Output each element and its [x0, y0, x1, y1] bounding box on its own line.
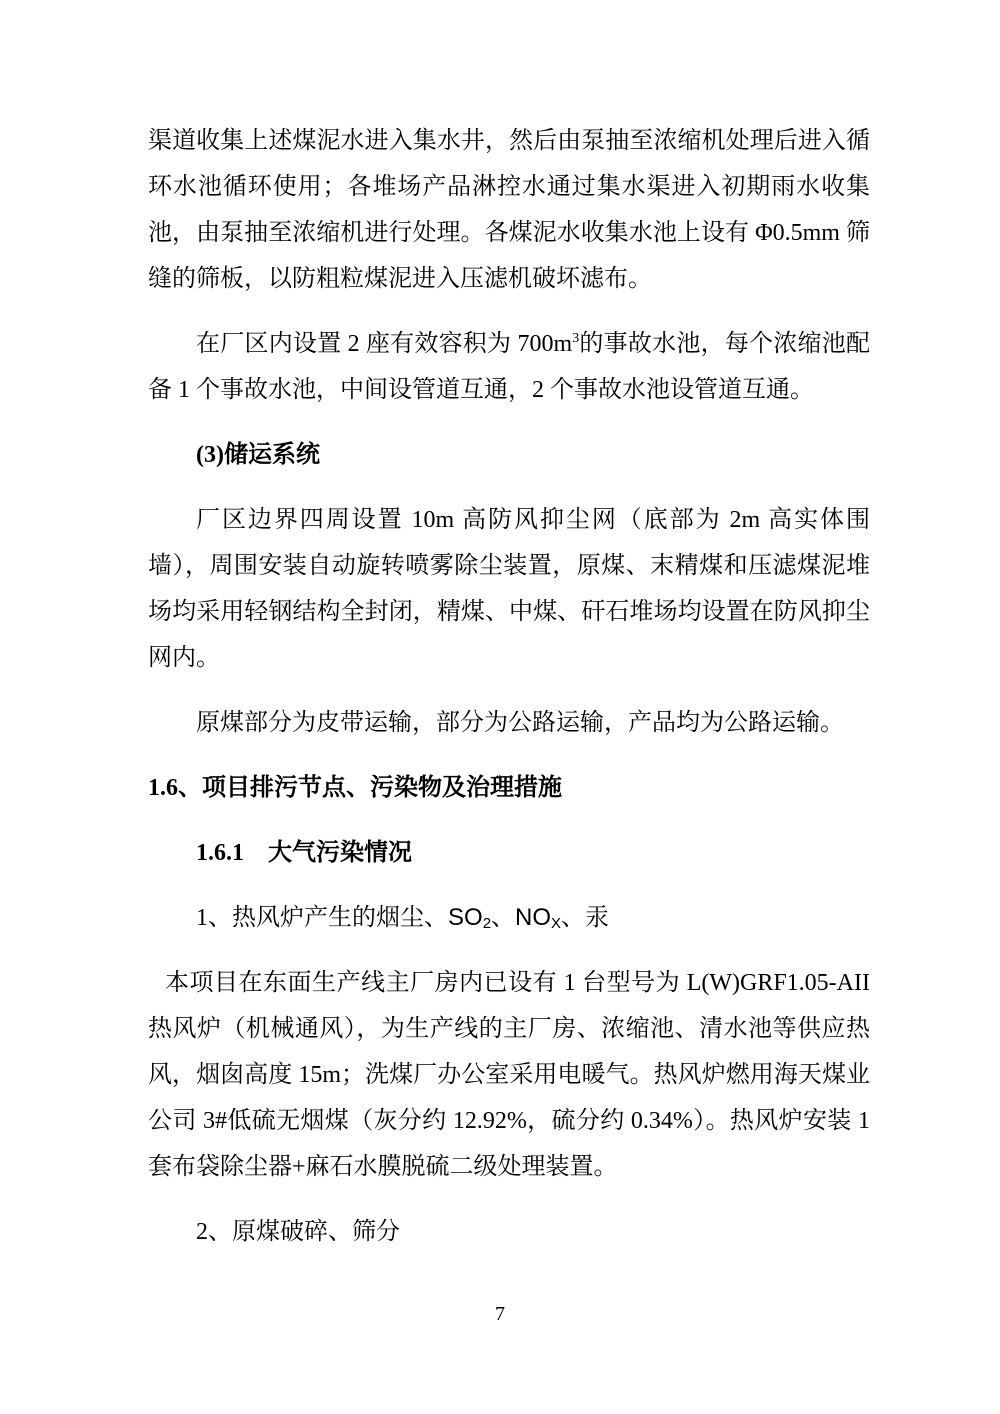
text-run: 1、热风炉产生的 [196, 905, 376, 931]
heading-1-6-1-air-pollution [148, 830, 870, 876]
page-footer [0, 1303, 1000, 1326]
text-run-sans: 、汞 [561, 904, 610, 931]
heading-1-6-pollution-nodes [148, 765, 870, 811]
text-run-sans-sub: 2 [482, 915, 492, 932]
paragraph-hot-blast-stove-pollutants [148, 895, 870, 941]
document-content [148, 118, 870, 1274]
heading-storage-transport-system [148, 432, 870, 478]
text-run: 厂区边界四周设置 10m 高防风抑尘网（底部为 2m 高实体围墙），周围安装自动旋转喷雾除尘装置，原煤、末精煤和压滤煤泥堆场均采用轻钢结构全封闭，精煤、中煤、矸石堆场均设置在防风抑尘网内。 [148, 507, 870, 671]
text-run-sans: 、NO [491, 904, 552, 931]
paragraph-raw-coal-crushing [148, 1209, 870, 1255]
text-run: (3)储运系统 [196, 442, 320, 468]
text-run-sans: 烟尘、SO [376, 904, 483, 931]
text-run-sup: 3 [572, 331, 580, 346]
text-run: 的事故水池，每个浓缩池配备 1 个事故水池，中间设管道互通，2 个事故水池设管道互通。 [148, 331, 870, 403]
text-run: 1.6.1 大气污染情况 [196, 840, 412, 866]
page-number: 7 [495, 1303, 505, 1325]
text-run: 原煤部分为皮带运输，部分为公路运输，产品均为公路运输。 [196, 710, 844, 736]
paragraph-coal-transport [148, 700, 870, 746]
text-run: 2、原煤破碎、筛分 [196, 1219, 400, 1245]
paragraph-slime-water-collection [148, 118, 870, 302]
paragraph-hot-blast-stove-detail [148, 960, 870, 1190]
text-run: 渠道收集上述煤泥水进入集水井，然后由泵抽至浓缩机处理后进入循环水池循环使用；各堆场产品淋控水通过集水渠进入初期雨水收集池，由泵抽至浓缩机进行处理。各煤泥水收集水池上设有 Φ0.5mm 筛缝的筛板，以防粗粒煤泥进入压滤机破坏滤布。 [148, 128, 870, 292]
paragraph-dustproof-net [148, 497, 870, 681]
text-run: 1.6、项目排污节点、污染物及治理措施 [148, 775, 562, 801]
paragraph-accident-pools [148, 321, 870, 413]
text-run-sans-sub: X [551, 915, 562, 932]
text-run: 本项目在东面生产线主厂房内已设有 1 台型号为 L(W)GRF1.05-AII热风炉（机械通风），为生产线的主厂房、浓缩池、清水池等供应热风，烟囱高度 15m；洗煤厂办公室采用电暖气。热风炉燃用海天煤业公司 3#低硫无烟煤（灰分约 12.92%，硫分约 0.34%）。热风炉安装 1 套布袋除尘器+麻石水膜脱硫二级处理装置。 [148, 970, 870, 1180]
text-run: 在厂区内设置 2 座有效容积为 700m [196, 331, 573, 357]
